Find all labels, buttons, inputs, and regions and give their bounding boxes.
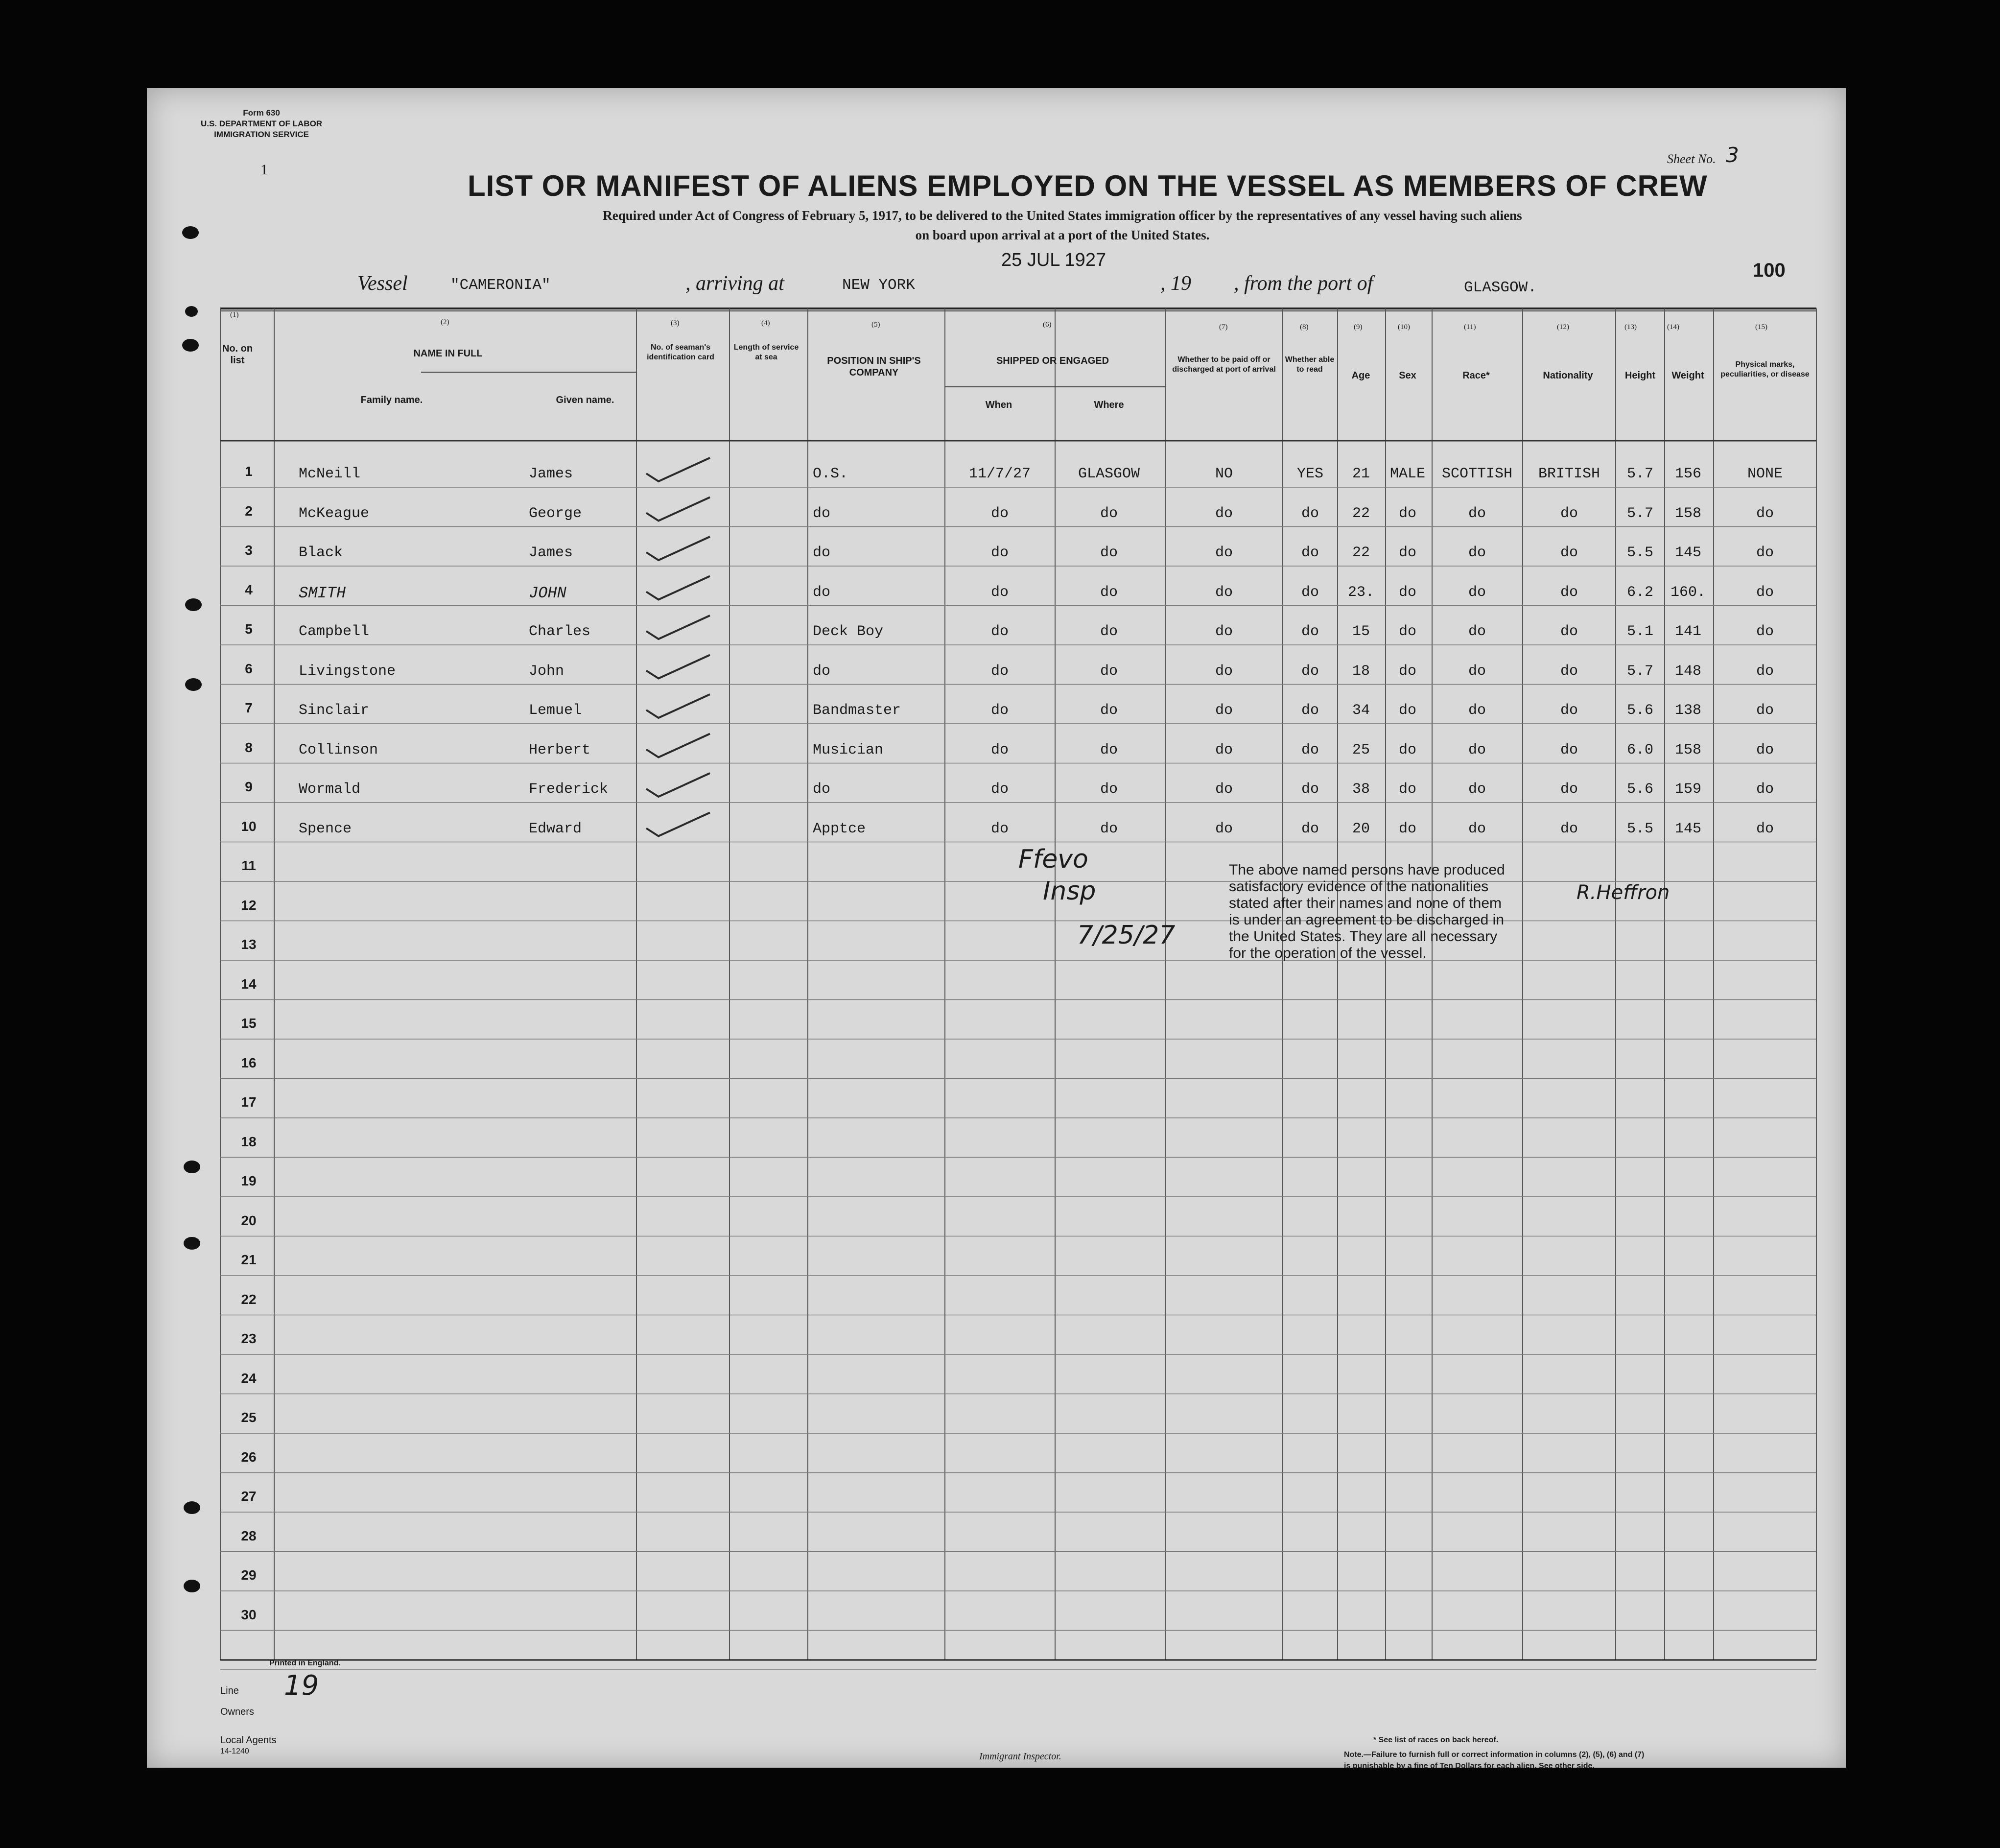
cell-sex: do — [1398, 781, 1416, 798]
check-mark — [646, 773, 710, 797]
check-mark — [646, 458, 710, 481]
cell-where: do — [1100, 584, 1118, 601]
cell-family: Livingstone — [299, 663, 396, 680]
cell-nationality: do — [1560, 781, 1578, 798]
cell-position: do — [813, 663, 831, 680]
punch-hole — [182, 339, 199, 352]
cell-position: Bandmaster — [813, 702, 901, 719]
sheet-number: 3 — [1726, 143, 1739, 167]
cell-when: do — [990, 505, 1009, 522]
col-given-name: Given name. — [556, 395, 614, 405]
fine-note-line-2: is punishable by a fine of Ten Dollars for each alien. See other side. — [1344, 1762, 1595, 1770]
col-shipped-engaged: SHIPPED OR ENGAGED — [996, 355, 1109, 366]
cell-nationality: do — [1560, 505, 1578, 522]
nationality-certification — [1229, 862, 1505, 962]
check-mark — [646, 576, 710, 600]
cell-paid-off: do — [1215, 702, 1233, 719]
row-number: 1 — [245, 464, 253, 479]
cell-when: do — [990, 741, 1009, 758]
col-weight: Weight — [1671, 370, 1704, 381]
row-number: 10 — [241, 818, 257, 834]
corner-mark: 1 — [260, 162, 268, 178]
cell-family: Black — [299, 545, 343, 561]
col-6-number: (6) — [1043, 321, 1052, 329]
check-mark — [646, 694, 710, 718]
col-5-number: (5) — [871, 321, 880, 329]
cell-paid-off: do — [1215, 505, 1233, 522]
row-number: 3 — [245, 543, 253, 558]
form-code: 14-1240 — [220, 1747, 249, 1755]
cell-marks: do — [1756, 663, 1774, 680]
cell-marks: do — [1756, 584, 1774, 601]
cell-paid-off: do — [1215, 584, 1233, 601]
cell-marks: do — [1756, 505, 1774, 522]
cell-position: do — [813, 584, 831, 601]
vessel-label: Vessel — [357, 272, 408, 295]
row-number: 15 — [241, 1016, 257, 1031]
punch-hole — [184, 1161, 200, 1173]
cell-position: O.S. — [813, 466, 848, 482]
arrival-port: NEW YORK — [842, 277, 915, 294]
cell-age: 25 — [1352, 741, 1370, 758]
row-number: 30 — [241, 1607, 257, 1622]
cell-weight: 158 — [1674, 505, 1701, 522]
check-mark — [646, 498, 710, 521]
cell-age: 20 — [1352, 820, 1370, 837]
subtitle-line-1: Required under Act of Congress of February 5, 1917, to be delivered to the United States immigration officer by the representatives of any vessel having such aliens — [603, 208, 1522, 223]
row-number: 11 — [241, 858, 256, 873]
cell-family: McKeague — [299, 505, 370, 522]
col-paid-off: Whether to be paid off or discharged at port of arrival — [1172, 355, 1276, 374]
cell-weight: 156 — [1674, 466, 1701, 482]
line-value: 19 — [284, 1670, 319, 1702]
cell-read: do — [1301, 545, 1319, 561]
punch-hole — [185, 678, 202, 691]
date-stamp: 25 JUL 1927 — [1001, 250, 1106, 270]
cell-weight: 141 — [1674, 623, 1701, 640]
cell-family: Collinson — [299, 741, 378, 758]
cell-nationality: do — [1560, 545, 1578, 561]
form-number: Form 630 — [243, 108, 280, 118]
check-mark — [646, 734, 710, 758]
from-port-label: , from the port of — [1234, 272, 1373, 295]
cell-given: George — [529, 505, 582, 522]
cell-marks: do — [1756, 702, 1774, 719]
cell-height: 5.6 — [1626, 702, 1653, 719]
cell-read: YES — [1296, 466, 1323, 482]
cell-age: 21 — [1352, 466, 1370, 482]
col-14-number: (14) — [1667, 323, 1679, 331]
cell-nationality: do — [1560, 820, 1578, 837]
cell-family: Wormald — [299, 781, 361, 798]
from-port: GLASGOW. — [1464, 279, 1537, 296]
cell-sex: do — [1398, 623, 1416, 640]
local-agents-label: Local Agents — [220, 1735, 277, 1746]
cell-read: do — [1301, 741, 1319, 758]
row-number: 16 — [241, 1055, 257, 1070]
cell-family: McNeill — [299, 466, 361, 482]
cell-paid-off: do — [1215, 741, 1233, 758]
cell-race: do — [1468, 702, 1486, 719]
cell-position: do — [813, 545, 831, 561]
col-sex: Sex — [1399, 370, 1416, 381]
sheet-label: Sheet No. — [1667, 152, 1716, 166]
punch-hole — [184, 1501, 200, 1514]
cell-read: do — [1301, 623, 1319, 640]
cell-family: SMITH — [299, 584, 346, 602]
cell-family: Campbell — [299, 623, 370, 640]
cell-paid-off: NO — [1215, 466, 1233, 482]
col-no-on-list: No. on list — [222, 343, 253, 366]
cell-race: do — [1468, 545, 1486, 561]
owners-label: Owners — [220, 1706, 254, 1717]
subtitle-line-2: on board upon arrival at a port of the United States. — [915, 228, 1210, 242]
row-number: 5 — [245, 621, 253, 637]
cell-where: GLASGOW — [1078, 466, 1140, 482]
row-number: 4 — [245, 582, 253, 597]
cell-paid-off: do — [1215, 623, 1233, 640]
cell-age: 22 — [1352, 505, 1370, 522]
cell-height: 5.1 — [1626, 623, 1653, 640]
col-12-number: (12) — [1557, 323, 1569, 331]
cell-height: 6.0 — [1626, 741, 1653, 758]
col-position: POSITION IN SHIP'S COMPANY — [827, 355, 921, 378]
manifest-sheet — [147, 88, 1846, 1768]
row-number: 28 — [241, 1528, 257, 1543]
cell-weight: 145 — [1674, 820, 1701, 837]
cell-when: do — [990, 702, 1009, 719]
cell-marks: do — [1756, 545, 1774, 561]
cell-position: do — [813, 781, 831, 798]
line-label: Line — [220, 1685, 239, 1696]
col-15-number: (15) — [1755, 323, 1767, 331]
cell-where: do — [1100, 820, 1118, 837]
cell-read: do — [1301, 584, 1319, 601]
races-note: * See list of races on back hereof. — [1373, 1736, 1499, 1744]
col-10-number: (10) — [1398, 323, 1410, 331]
cell-marks: do — [1756, 741, 1774, 758]
signature: R.Heffron — [1576, 881, 1670, 904]
printed-in: Printed in England. — [269, 1659, 341, 1667]
cell-where: do — [1100, 702, 1118, 719]
cell-read: do — [1301, 781, 1319, 798]
cell-weight: 158 — [1674, 741, 1701, 758]
cell-height: 5.6 — [1626, 781, 1653, 798]
check-mark — [646, 655, 710, 679]
cell-paid-off: do — [1215, 545, 1233, 561]
row-number: 21 — [241, 1252, 257, 1267]
cell-sex: MALE — [1389, 466, 1425, 482]
cell-weight: 148 — [1674, 663, 1701, 680]
row-number: 25 — [241, 1410, 257, 1425]
col-family-name: Family name. — [360, 395, 423, 405]
punch-hole — [185, 598, 202, 611]
cell-read: do — [1301, 505, 1319, 522]
punch-hole — [184, 1237, 200, 1250]
cell-age: 22 — [1352, 545, 1370, 561]
inspection-date: 7/25/27 — [1077, 921, 1176, 950]
page-title: LIST OR MANIFEST OF ALIENS EMPLOYED ON THE VESSEL AS MEMBERS OF CREW — [468, 169, 1708, 202]
cell-where: do — [1100, 781, 1118, 798]
cell-height: 5.7 — [1626, 663, 1653, 680]
cell-sex: do — [1398, 741, 1416, 758]
certification-line: for the operation of the vessel. — [1229, 945, 1427, 961]
cell-marks: do — [1756, 623, 1774, 640]
cell-nationality: do — [1560, 702, 1578, 719]
cell-given: Frederick — [529, 781, 609, 798]
row-number: 14 — [241, 976, 257, 992]
inspector-title: Insp — [1043, 877, 1096, 906]
col-name-in-full: NAME IN FULL — [413, 348, 483, 359]
row-number: 17 — [241, 1094, 257, 1110]
cell-height: 5.5 — [1626, 820, 1653, 837]
cell-weight: 159 — [1674, 781, 1701, 798]
col-height: Height — [1624, 370, 1656, 381]
cell-race: do — [1468, 505, 1486, 522]
cell-when: do — [990, 545, 1009, 561]
col-2-number: (2) — [441, 318, 449, 326]
row-number: 2 — [245, 503, 253, 519]
cell-race: do — [1468, 623, 1486, 640]
row-number: 12 — [241, 897, 257, 913]
punch-hole — [185, 306, 198, 317]
cell-height: 6.2 — [1626, 584, 1653, 601]
cell-when: do — [990, 781, 1009, 798]
cell-sex: do — [1398, 584, 1416, 601]
cell-height: 5.5 — [1626, 545, 1653, 561]
cell-when: do — [990, 623, 1009, 640]
cell-race: do — [1468, 820, 1486, 837]
cell-position: Apptce — [813, 820, 866, 837]
cell-sex: do — [1398, 702, 1416, 719]
cell-family: Spence — [299, 820, 352, 837]
row-number: 22 — [241, 1291, 257, 1307]
row-number: 6 — [245, 661, 253, 676]
col-physical-marks: Physical marks, peculiarities, or disease — [1720, 360, 1810, 379]
arriving-label: , arriving at — [685, 272, 784, 295]
cell-age: 23. — [1347, 584, 1374, 601]
cell-position: Deck Boy — [813, 623, 884, 640]
certification-line: is under an agreement to be discharged in — [1229, 912, 1505, 928]
row-number: 20 — [241, 1212, 257, 1228]
cell-given: James — [529, 545, 573, 561]
col-identification-card: No. of seaman's identification card — [647, 343, 714, 361]
cell-read: do — [1301, 663, 1319, 680]
col-where: Where — [1094, 400, 1124, 410]
cell-weight: 160. — [1670, 584, 1706, 601]
check-mark — [646, 616, 710, 639]
cell-when: do — [990, 584, 1009, 601]
cell-given: Lemuel — [529, 702, 582, 719]
col-3-number: (3) — [671, 319, 680, 327]
row-number: 9 — [245, 779, 253, 794]
col-age: Age — [1351, 370, 1370, 381]
cell-when: do — [990, 820, 1009, 837]
cell-where: do — [1100, 623, 1118, 640]
row-number: 18 — [241, 1134, 257, 1149]
cell-sex: do — [1398, 505, 1416, 522]
cell-given: John — [529, 663, 565, 680]
cell-age: 18 — [1352, 663, 1370, 680]
cell-marks: do — [1756, 820, 1774, 837]
cell-race: do — [1468, 781, 1486, 798]
cell-where: do — [1100, 663, 1118, 680]
vessel-name: "CAMERONIA" — [450, 277, 551, 294]
cell-given: Edward — [529, 820, 582, 837]
cell-nationality: do — [1560, 663, 1578, 680]
row-number: 8 — [245, 739, 253, 755]
col-1-number: (1) — [230, 311, 239, 319]
page-number: 100 — [1753, 260, 1786, 281]
cell-nationality: do — [1560, 584, 1578, 601]
col-race: Race* — [1462, 370, 1490, 381]
certification-line: The above named persons have produced — [1229, 862, 1505, 878]
cell-read: do — [1301, 702, 1319, 719]
cell-given: Charles — [529, 623, 591, 640]
cell-nationality: BRITISH — [1538, 466, 1600, 482]
col-length-of-service: Length of service at sea — [733, 343, 799, 361]
cell-marks: NONE — [1747, 466, 1783, 482]
cell-position: do — [813, 505, 831, 522]
col-9-number: (9) — [1354, 323, 1363, 331]
col-13-number: (13) — [1624, 323, 1637, 331]
col-nationality: Nationality — [1543, 370, 1593, 381]
cell-when: do — [990, 663, 1009, 680]
col-11-number: (11) — [1464, 323, 1476, 331]
row-number: 7 — [245, 700, 253, 715]
cell-position: Musician — [813, 741, 884, 758]
cell-when: 11/7/27 — [968, 466, 1031, 482]
cell-height: 5.7 — [1626, 505, 1653, 522]
cell-race: do — [1468, 584, 1486, 601]
row-number: 13 — [241, 937, 257, 952]
cell-age: 38 — [1352, 781, 1370, 798]
cell-given: James — [529, 466, 573, 482]
col-4-number: (4) — [761, 319, 770, 327]
row-number: 24 — [241, 1370, 257, 1386]
cell-race: do — [1468, 741, 1486, 758]
check-mark — [646, 813, 710, 836]
cell-where: do — [1100, 741, 1118, 758]
check-marks — [147, 88, 1846, 1768]
cell-sex: do — [1398, 545, 1416, 561]
punch-hole — [182, 226, 199, 239]
row-number: 19 — [241, 1173, 257, 1188]
punch-hole — [184, 1580, 200, 1592]
inspector-initials: Ffevo — [1018, 845, 1088, 874]
cell-given: JOHN — [529, 584, 566, 602]
fine-note-line-1: Note.—Failure to furnish full or correct information in columns (2), (5), (6) and (7) — [1344, 1751, 1645, 1759]
cell-paid-off: do — [1215, 781, 1233, 798]
cell-weight: 145 — [1674, 545, 1701, 561]
cell-weight: 138 — [1674, 702, 1701, 719]
cell-family: Sinclair — [299, 702, 370, 719]
cell-where: do — [1100, 545, 1118, 561]
cell-age: 15 — [1352, 623, 1370, 640]
check-mark — [646, 537, 710, 560]
cell-age: 34 — [1352, 702, 1370, 719]
cell-nationality: do — [1560, 623, 1578, 640]
row-number: 29 — [241, 1567, 257, 1583]
col-7-number: (7) — [1219, 323, 1228, 331]
cell-given: Herbert — [529, 741, 591, 758]
col-when: When — [985, 400, 1012, 410]
year-label: , 19 — [1160, 272, 1191, 295]
col-able-to-read: Whether able to read — [1285, 355, 1335, 374]
cell-paid-off: do — [1215, 663, 1233, 680]
col-8-number: (8) — [1300, 323, 1309, 331]
immigrant-inspector-label: Immigrant Inspector. — [979, 1751, 1061, 1762]
cell-height: 5.7 — [1626, 466, 1653, 482]
certification-line: the United States. They are all necessary — [1229, 928, 1498, 945]
cell-sex: do — [1398, 663, 1416, 680]
row-number: 26 — [241, 1449, 257, 1465]
cell-race: SCOTTISH — [1441, 466, 1513, 482]
service-name: IMMIGRATION SERVICE — [214, 130, 309, 139]
cell-marks: do — [1756, 781, 1774, 798]
row-number: 27 — [241, 1489, 257, 1504]
cell-race: do — [1468, 663, 1486, 680]
certification-line: satisfactory evidence of the nationalities — [1229, 878, 1489, 895]
cell-sex: do — [1398, 820, 1416, 837]
department-name: U.S. DEPARTMENT OF LABOR — [201, 119, 323, 128]
cell-where: do — [1100, 505, 1118, 522]
cell-paid-off: do — [1215, 820, 1233, 837]
certification-line: stated after their names and none of them — [1229, 895, 1502, 911]
row-number: 23 — [241, 1331, 257, 1346]
cell-nationality: do — [1560, 741, 1578, 758]
cell-read: do — [1301, 820, 1319, 837]
